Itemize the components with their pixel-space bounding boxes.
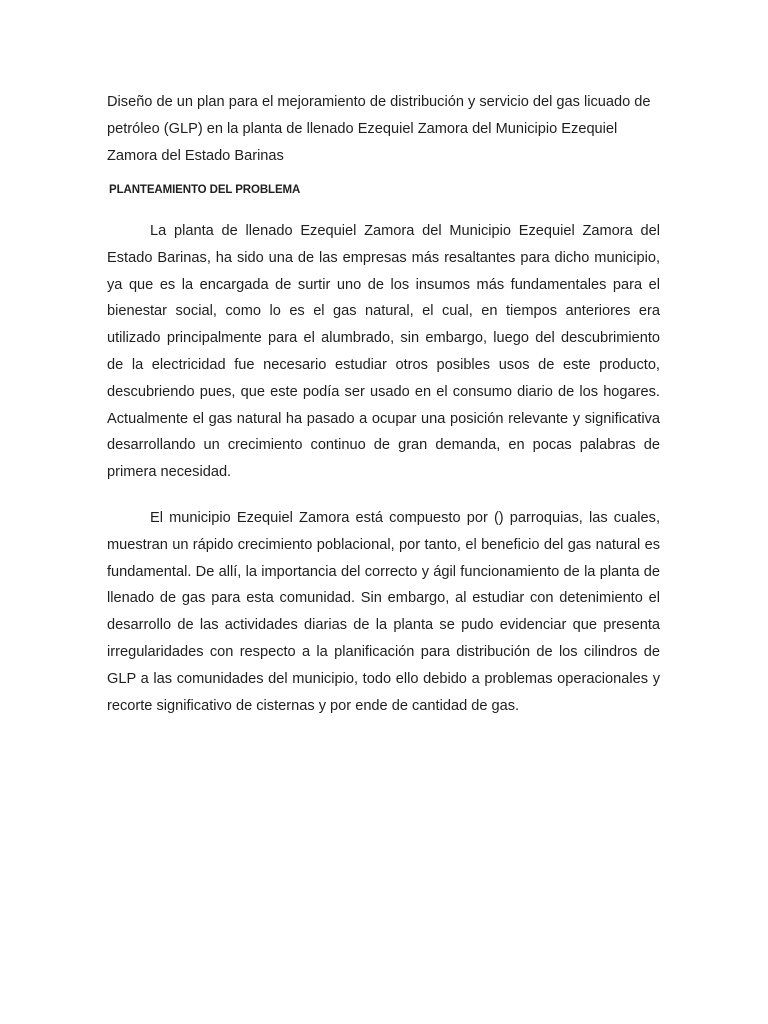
body-paragraph-2: El municipio Ezequiel Zamora está compuesto por () parroquias, las cuales, muestran un rápido crecimiento poblacional, por tanto, el beneficio del gas natural es fundamental. De allí, la importancia del correcto y ágil funcionamiento de la planta de llenado de gas para esta comunidad. Sin embargo, al estudiar con detenimiento el desarrollo de las actividades diarias de la planta se pudo evidenciar que presenta irregularidades con respecto a la planificación para distribución de los cilindros de GLP a las comunidades del municipio, todo ello debido a problemas operacionales y recorte significativo de cisternas y por ende de cantidad de gas. xyxy=(107,510,660,714)
document-title: Diseño de un plan para el mejoramiento de distribución y servicio del gas licuado de petróleo (GLP) en la planta de llenado Ezequiel Zamora del Municipio Ezequiel Zamora del Estado Barinas xyxy=(107,94,651,164)
body-paragraph-1: La planta de llenado Ezequiel Zamora del Municipio Ezequiel Zamora del Estado Barinas, ha sido una de las empresas más resaltantes para dicho municipio, ya que es la encargada de surtir uno de los insumos más fundamentales para el bienestar social, como lo es el gas natural, el cual, en tiempos anteriores era utilizado principalmente para el alumbrado, sin embargo, luego del descubrimiento de la electricidad fue necesario estudiar otros posibles usos de este producto, descubriendo pues, que este podía ser usado en el consumo diario de los hogares. Actualmente el gas natural ha pasado a ocupar una posición relevante y significativa desarrollando un crecimiento continuo de gran demanda, en pocas palabras de primera necesidad. xyxy=(107,223,660,481)
section-heading: PLANTEAMIENTO DEL PROBLEMA xyxy=(109,184,301,196)
